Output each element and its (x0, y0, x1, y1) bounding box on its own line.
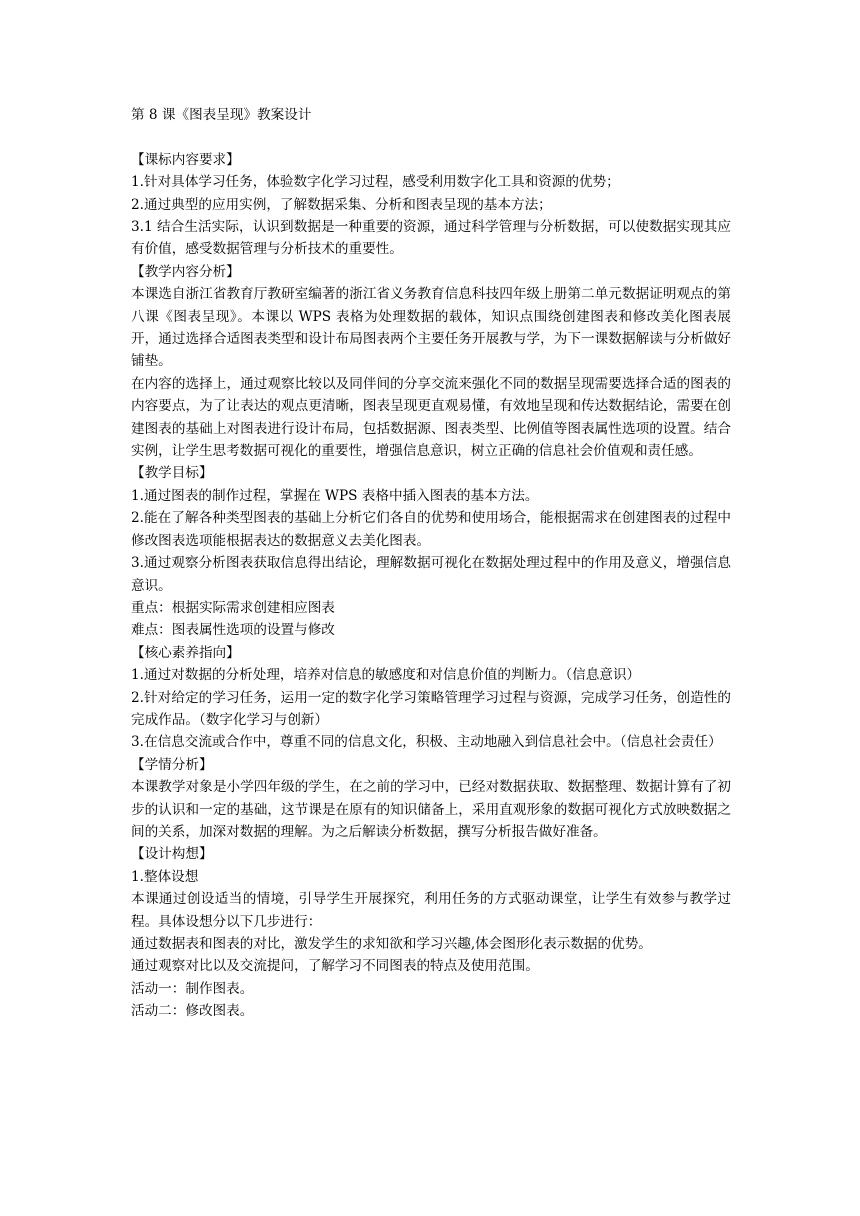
section-content-analysis (131, 261, 731, 463)
section-teaching-goals (131, 462, 731, 641)
paragraph: 活动一：制作图表。 (131, 980, 254, 997)
section-heading: 【学情分析】 (131, 756, 213, 773)
paragraph: 通过观察对比以及交流提问，了解学习不同图表的特点及使用范围。 (131, 958, 539, 975)
paragraph: 本课通过创设适当的情境，引导学生开展探究，利用任务的方式驱动课堂，让学生有效参与教学过程。具体设想分以下几步进行： (131, 891, 731, 930)
section-design-concept (131, 843, 731, 1022)
paragraph: 重点：根据实际需求创建相应图表 (131, 599, 335, 616)
paragraph: 1.通过对数据的分析处理，培养对信息的敏感度和对信息价值的判断力。（信息意识） (131, 667, 641, 684)
paragraph: 在内容的选择上，通过观察比较以及同伴间的分享交流来强化不同的数据呈现需要选择合适的图表的内容要点，为了让表达的观点更清晰，图表呈现更直观易懂，有效地呈现和传达数据结论，需要在创建图表的基础上对图表进行设计布局，包括数据源、图表类型、比例值等图表属性选项的设置。结合实例，让学生思考数据可视化的重要性，增强信息意识，树立正确的信息社会价值观和责任感。 (131, 375, 731, 460)
paragraph: 本课教学对象是小学四年级的学生，在之前的学习中，已经对数据获取、数据整理、数据计算有了初步的认识和一定的基础，这节课是在原有的知识储备上，采用直观形象的数据可视化方式放映数据之间的关系，加深对数据的理解。为之后解读分析数据，撰写分析报告做好准备。 (131, 779, 731, 840)
paragraph: 1.整体设想 (131, 868, 199, 885)
paragraph: 1.针对具体学习任务，体验数字化学习过程，感受利用数字化工具和资源的优势； (131, 174, 620, 191)
paragraph: 1.通过图表的制作过程，掌握在 WPS 表格中插入图表的基本方法。 (131, 487, 539, 504)
section-core-literacy (131, 642, 731, 754)
section-learner-analysis (131, 754, 731, 844)
paragraph: 2.针对给定的学习任务，运用一定的数字化学习策略管理学习过程与资源，完成学习任务，创造性的完成作品。（数字化学习与创新） (131, 689, 731, 728)
paragraph: 3.通过观察分析图表获取信息得出结论，理解数据可视化在数据处理过程中的作用及意义，增强信息意识。 (131, 555, 731, 594)
paragraph: 通过数据表和图表的对比，激发学生的求知欲和学习兴趣,体会图形化表示数据的优势。 (131, 936, 652, 953)
paragraph: 2.通过典型的应用实例，了解数据采集、分析和图表呈现的基本方法； (131, 196, 552, 213)
paragraph: 3.1 结合生活实际，认识到数据是一种重要的资源，通过科学管理与分析数据，可以使数据实现其应有价值，感受数据管理与分析技术的重要性。 (131, 219, 731, 258)
paragraph: 本课选自浙江省教育厅教研室编著的浙江省义务教育信息科技四年级上册第二单元数据证明观点的第八课《图表呈现》。本课以 WPS 表格为处理数据的载体，知识点围绕创建图表和修改美化图表展开，通过选择合适图表类型和设计布局图表两个主要任务开展教与学，为下一课数据解读与分析做好铺垫。 (131, 286, 731, 370)
paragraph: 2.能在了解各种类型图表的基础上分析它们各自的优势和使用场合，能根据需求在创建图表的过程中修改图表选项能根据表达的数据意义去美化图表。 (131, 510, 731, 549)
section-heading: 【设计构想】 (131, 846, 213, 863)
section-heading: 【教学内容分析】 (131, 263, 240, 280)
paragraph: 难点：图表属性选项的设置与修改 (131, 622, 335, 639)
document-title: 第 8 课《图表呈现》教案设计 (131, 107, 312, 123)
paragraph: 活动二：修改图表。 (131, 1003, 254, 1020)
section-heading: 【教学目标】 (131, 465, 213, 482)
paragraph: 3.在信息交流或合作中，尊重不同的信息文化，积极、主动地融入到信息社会中。（信息社会责任） (131, 734, 722, 751)
section-heading: 【核心素养指向】 (131, 644, 240, 661)
section-curriculum-requirements (131, 149, 731, 261)
section-heading: 【课标内容要求】 (131, 151, 240, 168)
document-page (131, 104, 731, 1023)
